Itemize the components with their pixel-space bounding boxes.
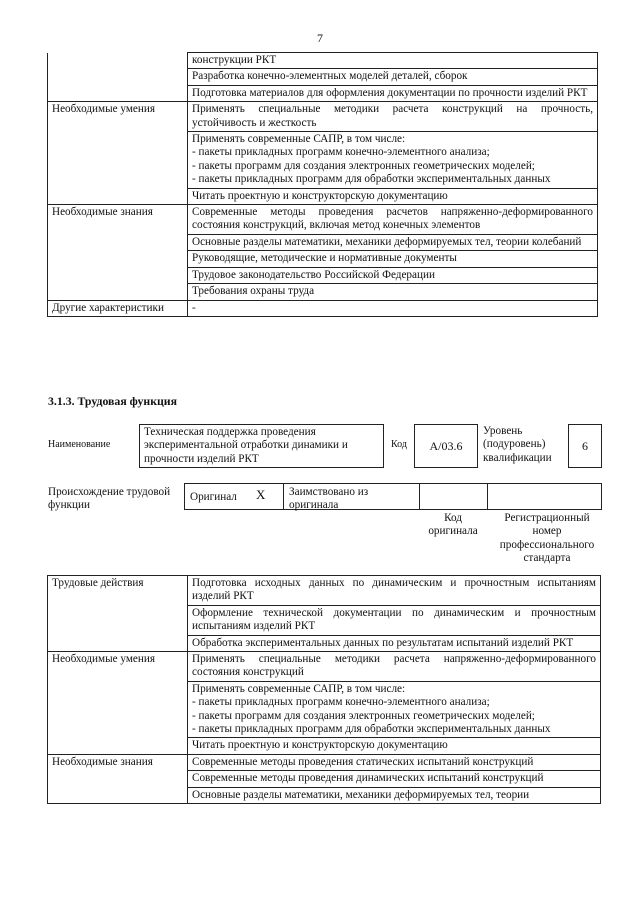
list-item: - пакеты программ для создания электронных геометрических моделей; <box>192 159 535 172</box>
other-label: Другие характеристики <box>48 300 188 316</box>
level-value: 6 <box>582 438 588 453</box>
list-item: - пакеты прикладных программ для обработки экспериментальных данных <box>192 173 551 186</box>
list-item: Применять современные САПР, в том числе: <box>192 133 406 146</box>
function-name-box <box>139 424 384 468</box>
skills-label: Необходимые умения <box>48 102 188 205</box>
knowledge-label: Необходимые знания <box>48 205 188 300</box>
table-row: Руководящие, методические и нормативные документы <box>188 251 598 267</box>
table-row: Подготовка материалов для оформления документации по прочности изделий РКТ <box>188 85 598 101</box>
name-label: Наименование <box>48 439 111 450</box>
code-value: А/03.6 <box>429 438 463 453</box>
origin-label: Происхождение трудовой функции <box>48 486 171 512</box>
table-row: Подготовка исходных данных по динамическим и прочностным испытаниям изделий РКТ <box>188 576 601 606</box>
divider <box>487 483 488 510</box>
divider <box>419 483 420 510</box>
table-row: конструкции РКТ <box>188 53 598 69</box>
table-row: Требования охраны труда <box>188 284 598 300</box>
registration-number-caption: Регистрационный номер профессионального стандарта <box>499 512 595 565</box>
requirements-table-2 <box>47 575 601 804</box>
list-item: - пакеты программ для создания электронных геометрических моделей; <box>192 709 535 722</box>
table-row: Читать проектную и конструкторскую документацию <box>188 738 601 754</box>
table-row: Применять специальные методики расчета конструкций на прочность, устойчивость и жесткость <box>188 102 598 132</box>
list-item: Применять современные САПР, в том числе: <box>192 682 406 695</box>
other-value: - <box>188 300 598 316</box>
level-label: Уровень (подуровень) квалификации <box>483 425 552 464</box>
table-row: Современные методы проведения статических испытаний конструкций <box>188 754 601 770</box>
list-item: - пакеты прикладных программ для обработки экспериментальных данных <box>192 723 551 736</box>
table-row: Основные разделы математики, механики деформируемых тел, теории <box>188 787 601 803</box>
actions-label: Трудовые действия <box>48 576 188 652</box>
table-row: Оформление технической документации по динамическим и прочностным испытаниям изделий РКТ <box>188 605 601 635</box>
table-row <box>188 132 598 189</box>
page-number: 7 <box>317 31 323 45</box>
code-label: Код <box>391 439 407 450</box>
list-item: - пакеты прикладных программ конечно-элементного анализа; <box>192 696 490 709</box>
function-name: Техническая поддержка проведения экспериментальной отработки динамики и прочности изделий РКТ <box>144 426 348 465</box>
code-value-box <box>414 424 478 468</box>
section-title: 3.1.3. Трудовая функция <box>48 394 177 408</box>
level-value-box <box>568 424 602 468</box>
original-label: Оригинал <box>190 491 237 503</box>
original-code-caption: Код оригинала <box>428 512 478 538</box>
table-row: Основные разделы математики, механики деформируемых тел, теории колебаний <box>188 234 598 250</box>
divider <box>283 483 284 510</box>
skills-label: Необходимые умения <box>48 652 188 755</box>
table-row: Обработка экспериментальных данных по результатам испытаний изделий РКТ <box>188 635 601 651</box>
original-mark: X <box>256 487 266 502</box>
requirements-table-1 <box>47 52 598 317</box>
list-item: - пакеты прикладных программ конечно-элементного анализа; <box>192 146 490 159</box>
table-row: Применять специальные методики расчета напряженно-деформированного состояния конструкций <box>188 652 601 682</box>
table-row: Разработка конечно-элементных моделей деталей, сборок <box>188 69 598 85</box>
table-row <box>188 681 601 738</box>
table-row: Читать проектную и конструкторскую документацию <box>188 188 598 204</box>
empty-label-cell <box>48 53 188 102</box>
borrowed-label: Заимствовано из оригинала <box>289 486 369 512</box>
table-row: Современные методы проведения расчетов напряженно-деформированного состояния конструкций, включая метод конечных элементов <box>188 205 598 235</box>
table-row: Современные методы проведения динамических испытаний конструкций <box>188 771 601 787</box>
table-row: Трудовое законодательство Российской Федерации <box>188 267 598 283</box>
knowledge-label: Необходимые знания <box>48 754 188 803</box>
